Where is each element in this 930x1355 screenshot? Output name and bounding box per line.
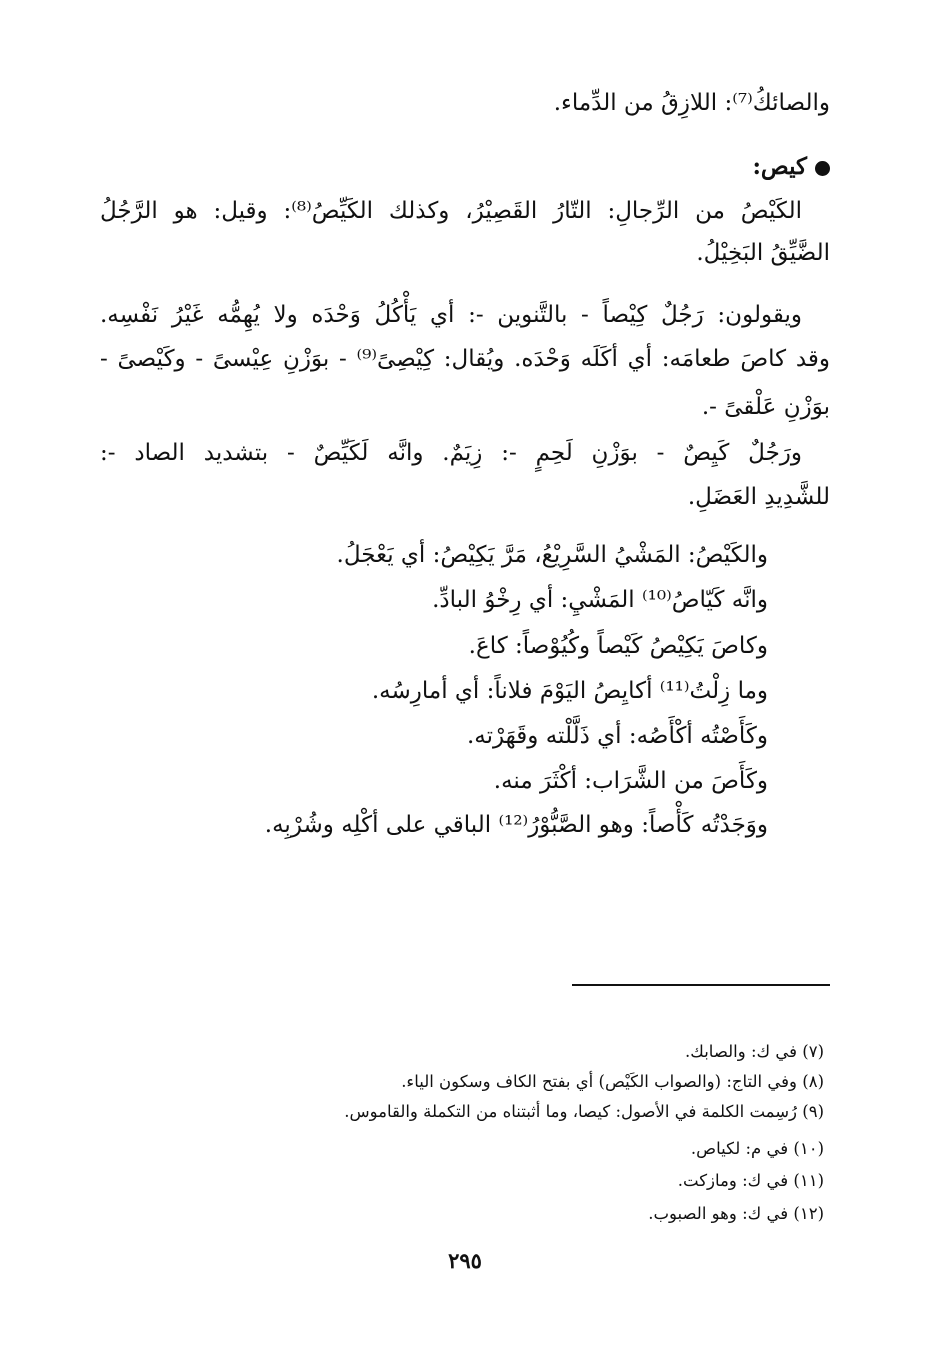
footnote-7: (٧) في ك: والصابك.: [685, 1042, 824, 1061]
poem-line-4: وما زِلْتُ⁽¹¹⁾ أكايِصُ اليَوْمَ فلاناً: أي أمارِسُه.: [371, 678, 768, 704]
entry-line-6: ورَجُلٌ كَيِصٌ - بوَزْنِ لَحِمٍ -: زِيَمٌ. وانَّه لَكَيِّصٌ - بتشديد الصاد -:: [100, 440, 802, 466]
poem-line-7: ووَجَدْتُه كَأْصاً: وهو الصَّبُّوْرُ⁽¹²⁾ الباقي على أكْلِه وشُرْبِه.: [264, 812, 768, 838]
poem-line-5: وكَأَصْتُه أكْأَصُه: أي ذَلَّلْته وقَهَرْته.: [466, 723, 768, 749]
footnote-8: (٨) وفي التاج: (والصواب الكَيْص) أي بفتح الكاف وسكون الياء.: [401, 1072, 824, 1091]
poem-line-3: وكاصَ يَكِيْصُ كَيْصاً وكُيُوْصاً: كاعَ.: [468, 633, 768, 659]
entry-line-2: الضَّيِّقُ البَخِيْلُ.: [696, 240, 830, 266]
entry-line-3: ويقولون: رَجُلٌ كِيْصاً - بالتَّنوين -: أي يَأْكُلُ وَحْدَه ولا يُهِمُّه غَيْرُ نَفْسِه.: [100, 302, 802, 328]
intro-line: والصائكُ⁽⁷⁾: اللازِقُ من الدِّماء.: [553, 90, 830, 116]
poem-line-2: وانَّه كَيّاصُ⁽¹⁰⁾ المَشْيِ: أي رِخْوُ البادِّ.: [432, 587, 768, 613]
bullet-icon: [815, 161, 830, 176]
poem-line-1: والكَيْصُ: المَشْيُ السَّرِيْعُ، مَرَّ يَكِيْصُ: أي يَعْجَلُ.: [336, 542, 768, 568]
poem-line-6: وكَأَصَ من الشَّرَاب: أكْثَرَ منه.: [493, 768, 768, 794]
entry-line-5: بوَزْنِ عَلْقىً -.: [701, 394, 830, 420]
footnote-11: (١١) في ك: ومازكت.: [677, 1171, 824, 1190]
footnote-9: (٩) رُسِمت الكلمة في الأصول: كيصا، وما أثبتناه من التكملة والقاموس.: [344, 1102, 824, 1121]
entry-line-4: وقد كاصَ طعامَه: أي أكَلَه وَحْدَه. ويُقال: كِيْصِىً⁽⁹⁾ - بوَزْنِ عِيْسىً - وكَيْصىً -: [100, 346, 830, 372]
footnote-12: (١٢) في ك: وهو الصبوب.: [648, 1204, 824, 1223]
entry-line-7: للشَّدِيدِ العَضَلِ.: [687, 484, 830, 510]
entry-line-1: الكَيْصُ من الرِّجالِ: التّارُ القَصِيْرُ، وكذلك الكَيِّصُ⁽⁸⁾: وقيل: هو الرَّجُلُ: [100, 198, 802, 224]
footnote-10: (١٠) في م: لكياص.: [690, 1139, 824, 1158]
page-number: ٢٩٥: [448, 1248, 482, 1273]
footnote-divider: [572, 984, 830, 986]
entry-heading: [752, 152, 830, 182]
entry-heading-text: كيص:: [752, 153, 807, 180]
